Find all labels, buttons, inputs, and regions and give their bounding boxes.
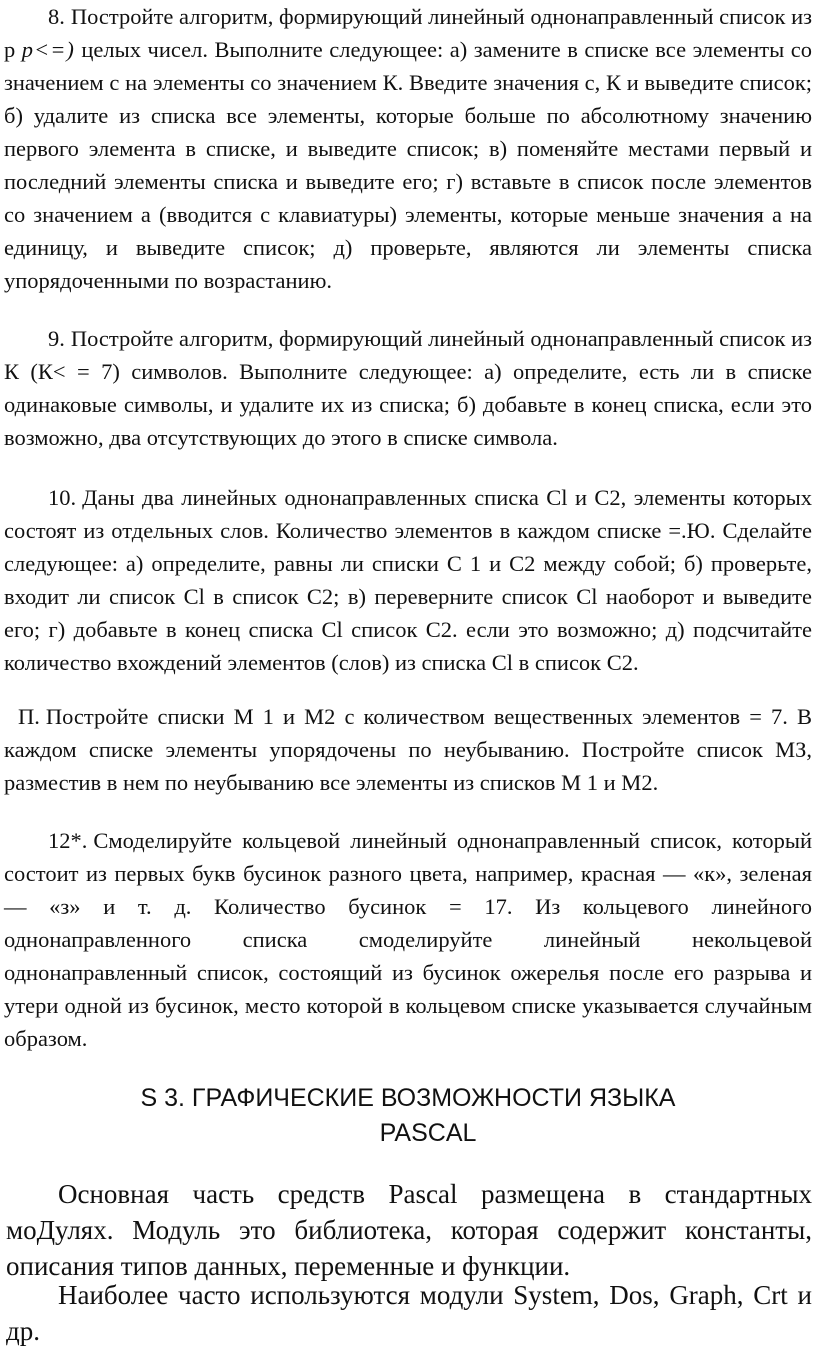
section-title-line2: PASCAL [379, 1119, 477, 1147]
task-number: 10. [48, 485, 77, 510]
paragraph-modules-intro [6, 1176, 812, 1284]
task-number: 9. [48, 326, 65, 351]
task-12 [4, 824, 812, 1055]
task-text: Постройте алгоритм, формирующий линейный однонаправленный список из р [4, 4, 812, 62]
paragraph-text: Основная часть средств Pascal размещена в стандартных моДулях. Модуль это библиотека, которая содержит константы, описания типов данных, переменные и функции. [6, 1179, 812, 1281]
task-text: Постройте алгоритм, формирующий линейный однонаправленный список из К (К< = 7) символов. Выполните следующее: а) определите, есть ли в списке одинаковые символы, и удалите их из списка; б) добавьте в конец списка, если это возможно, два отсутствующих до этого в списке символа. [4, 326, 812, 450]
task-text: Смоделируйте кольцевой линейный однонаправленный список, который состоит из первых букв бусинок разного цвета, например, красная — «к», зеленая — «з» и т. д. Количество бусинок = 17. Из кольцевого линейного однонаправленного списка смоделируйте линейный некольцевой однонаправленный список, состоящий из бусинок ожерелья после его разрыва и утери одной из бусинок, место которой в кольцевом списке указывается случайным образом. [4, 828, 812, 1051]
task-11 [4, 700, 812, 799]
task-text-continued: целых чисел. Выполните следующее: а) замените в списке все элементы со значением с на элементы со значением К. Введите значения с, К и выведите список; б) удалите из списка все элементы, которые больше по абсолютному значению первого элемента в списке, и выведите список; в) поменяйте местами первый и последний элементы списка и выведите его; г) вставьте в список после элементов со значением а (вводится с клавиатуры) элементы, которые меньше значения а на единицу, и выведите список; д) проверьте, являются ли элементы списка упорядоченными по возрастанию. [4, 37, 812, 293]
section-title-line1: S 3. ГРАФИЧЕСКИЕ ВОЗМОЖНОСТИ ЯЗЫКА [140, 1084, 676, 1112]
task-number: П. [18, 704, 40, 729]
paragraph-text: Наиболее часто используются модули System, Dos, Graph, Crt и др. [6, 1280, 812, 1346]
paragraph-common-modules [6, 1277, 812, 1349]
formula: p<=) [21, 37, 75, 62]
task-text: Постройте списки М 1 и М2 с количеством вещественных элементов = 7. В каждом списке элементы упорядочены по неубыванию. Постройте список МЗ, разместив в нем по неубыванию все элементы из списков М 1 и М2. [4, 704, 812, 795]
task-9 [4, 322, 812, 454]
task-10 [4, 481, 812, 679]
task-text: Даны два линейных однонаправленных списка Cl и С2, элементы которых состоят из отдельных слов. Количество элементов в каждом списке =.Ю. Сделайте следующее: а) определите, равны ли списки С 1 и С2 между собой; б) проверьте, входит ли список Cl в список С2; в) переверните список Cl наоборот и выведите его; г) добавьте в конец списка Cl список С2. если это возможно; д) подсчитайте количество вхождений элементов (слов) из списка Cl в список С2. [4, 485, 812, 675]
task-number: 12*. [48, 828, 88, 853]
task-8 [4, 0, 812, 297]
task-number: 8. [48, 4, 65, 29]
